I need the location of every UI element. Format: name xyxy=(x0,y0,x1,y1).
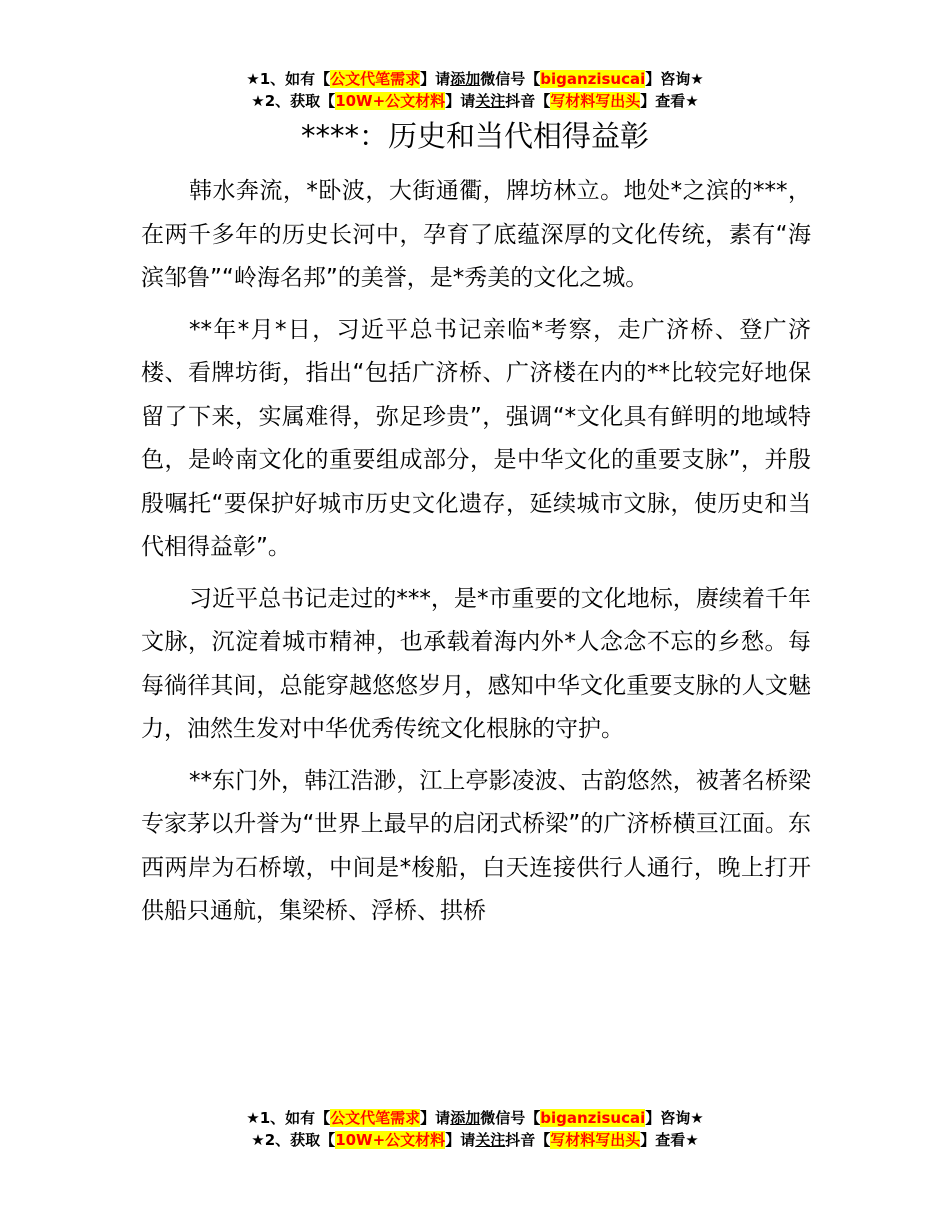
document-body xyxy=(141,170,811,942)
banner-text: ★1、如有【 xyxy=(246,70,331,88)
paragraph: 韩水奔流，*卧波，大街通衢，牌坊林立。地处*之滨的***，在两千多年的历史长河中，孕育了底蕴深厚的文化传统，素有“海滨邹鲁”“岭海名邦”的美誉，是*秀美的文化之城。 xyxy=(141,178,811,291)
banner-underlined-text: 添加 xyxy=(450,70,481,88)
banner-text: 微信号【 xyxy=(480,1109,541,1127)
banner-text: 】请 xyxy=(420,70,451,88)
banner-text: 】查看★ xyxy=(640,92,699,110)
banner-highlight: 公文代笔需求 xyxy=(330,1109,421,1127)
banner-text: 抖音【 xyxy=(505,1131,551,1149)
banner-highlight: 10W+公文材料 xyxy=(335,1131,446,1149)
banner-highlight: biganzisucai xyxy=(540,1109,646,1127)
banner-highlight: 10W+公文材料 xyxy=(335,92,446,110)
banner-line-1 xyxy=(0,1107,950,1129)
banner-line-2 xyxy=(0,90,950,112)
banner-text: 】咨询★ xyxy=(645,70,704,88)
banner-text: 】查看★ xyxy=(640,1131,699,1149)
bottom-banner xyxy=(0,1107,950,1151)
banner-text: 】请 xyxy=(445,1131,476,1149)
banner-highlight: 公文代笔需求 xyxy=(330,70,421,88)
paragraph: **东门外，韩江浩渺，江上亭影凌波、古韵悠然，被著名桥梁专家茅以升誉为“世界上最早的启闭式桥梁”的广济桥横亘江面。东西两岸为石桥墩，中间是*梭船，白天连接供行人通行，晚上打开供船只通航，集梁桥、浮桥、拱桥 xyxy=(141,767,811,924)
banner-text: ★2、获取【 xyxy=(251,92,336,110)
banner-line-2 xyxy=(0,1129,950,1151)
banner-line-1 xyxy=(0,68,950,90)
document-title: ****：历史和当代相得益彰 xyxy=(300,119,649,153)
banner-underlined-text: 关注 xyxy=(475,1131,506,1149)
banner-underlined-text: 添加 xyxy=(450,1109,481,1127)
top-banner xyxy=(0,68,950,112)
banner-highlight: 写材料写出头 xyxy=(550,92,641,110)
banner-underlined-text: 关注 xyxy=(475,92,506,110)
banner-text: 微信号【 xyxy=(480,70,541,88)
banner-text: 】请 xyxy=(420,1109,451,1127)
banner-text: 】咨询★ xyxy=(645,1109,704,1127)
paragraph: 习近平总书记走过的***，是*市重要的文化地标，赓续着千年文脉，沉淀着城市精神，也承载着海内外*人念念不忘的乡愁。每每徜徉其间，总能穿越悠悠岁月，感知中华文化重要支脉的人文魅力，油然生发对中华优秀传统文化根脉的守护。 xyxy=(141,585,811,742)
banner-text: 】请 xyxy=(445,92,476,110)
banner-text: 抖音【 xyxy=(505,92,551,110)
paragraph: **年*月*日，习近平总书记亲临*考察，走广济桥、登广济楼、看牌坊街，指出“包括广济桥、广济楼在内的**比较完好地保留了下来，实属难得，弥足珍贵”，强调“*文化具有鲜明的地域特色，是岭南文化的重要组成部分，是中华文化的重要支脉”，并殷殷嘱托“要保护好城市历史文化遗存，延续城市文脉，使历史和当代相得益彰”。 xyxy=(141,316,811,560)
banner-highlight: biganzisucai xyxy=(540,70,646,88)
banner-text: ★1、如有【 xyxy=(246,1109,331,1127)
banner-highlight: 写材料写出头 xyxy=(550,1131,641,1149)
banner-text: ★2、获取【 xyxy=(251,1131,336,1149)
